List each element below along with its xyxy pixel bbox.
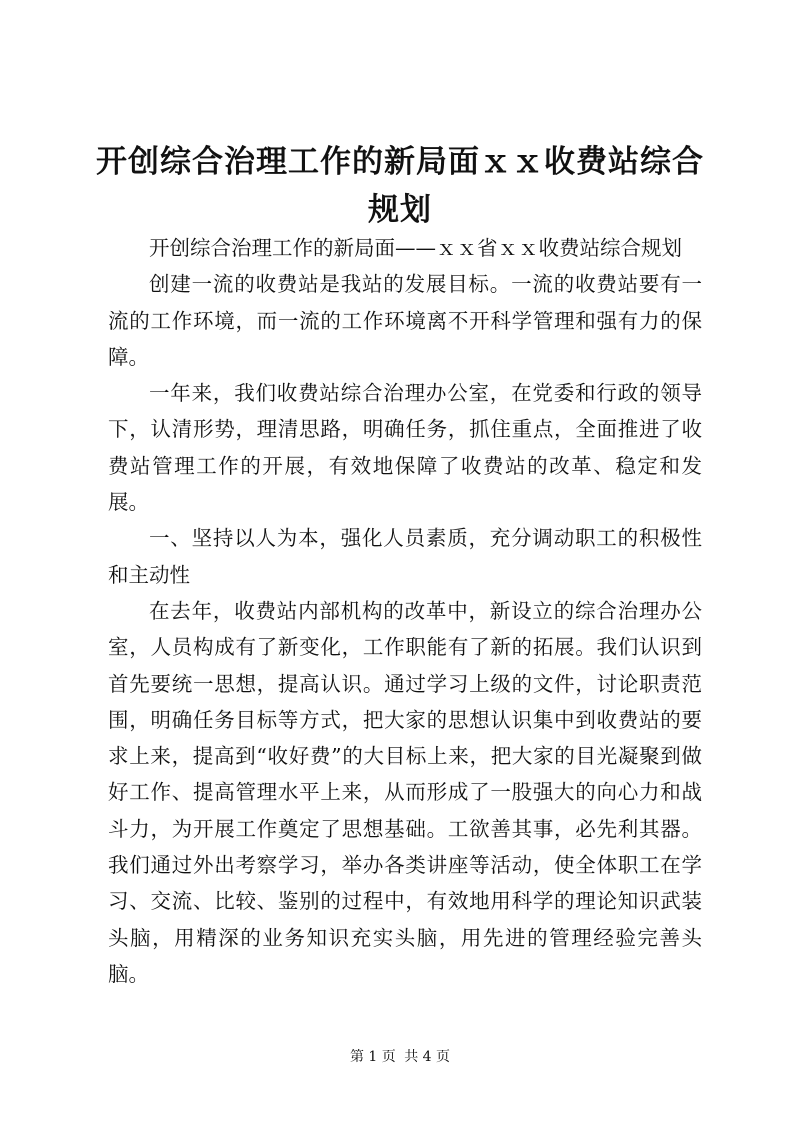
paragraph-subtitle: 开创综合治理工作的新局面——ｘｘ省ｘｘ收费站综合规划 — [149, 236, 682, 260]
document-body — [108, 230, 702, 992]
paragraph-summary: 一年来，我们收费站综合治理办公室，在党委和行政的领导下，认清形势，理清思路，明确任务，抓住重点，全面推进了收费站管理工作的开展，有效地保障了收费站的改革、稳定和发展。 — [108, 381, 702, 515]
page-total: 共 4 页 — [404, 1049, 451, 1065]
paragraph-section-1: 在去年，收费站内部机构的改革中，新设立的综合治理办公室，人员构成有了新变化，工作职能有了新的拓展。我们认识到首先要统一思想，提高认识。通过学习上级的文件，讨论职责范围，明确任务目标等方式，把大家的思想认识集中到收费站的要求上来，提高到“收好费”的大目标上来，把大家的目光凝聚到做好工作、提高管理水平上来，从而形成了一股强大的向心力和战斗力，为开展工作奠定了思想基础。工欲善其事，必先利其器。我们通过外出考察学习，举办各类讲座等活动，使全体职工在学习、交流、比较、鉴别的过程中，有效地用科学的理论知识武装头脑，用精深的业务知识充实头脑，用先进的管理经验完善头脑。 — [108, 598, 702, 986]
paragraph-intro: 创建一流的收费站是我站的发展目标。一流的收费站要有一流的工作环境，而一流的工作环境离不开科学管理和强有力的保障。 — [108, 272, 702, 369]
page-footer — [0, 1046, 800, 1066]
document-title: 开创综合治理工作的新局面ｘｘ收费站综合规划 — [96, 144, 704, 228]
page-number: 第 1 页 — [349, 1049, 396, 1065]
section-heading-1: 一、坚持以人为本，强化人员素质，充分调动职工的积极性和主动性 — [108, 526, 702, 587]
